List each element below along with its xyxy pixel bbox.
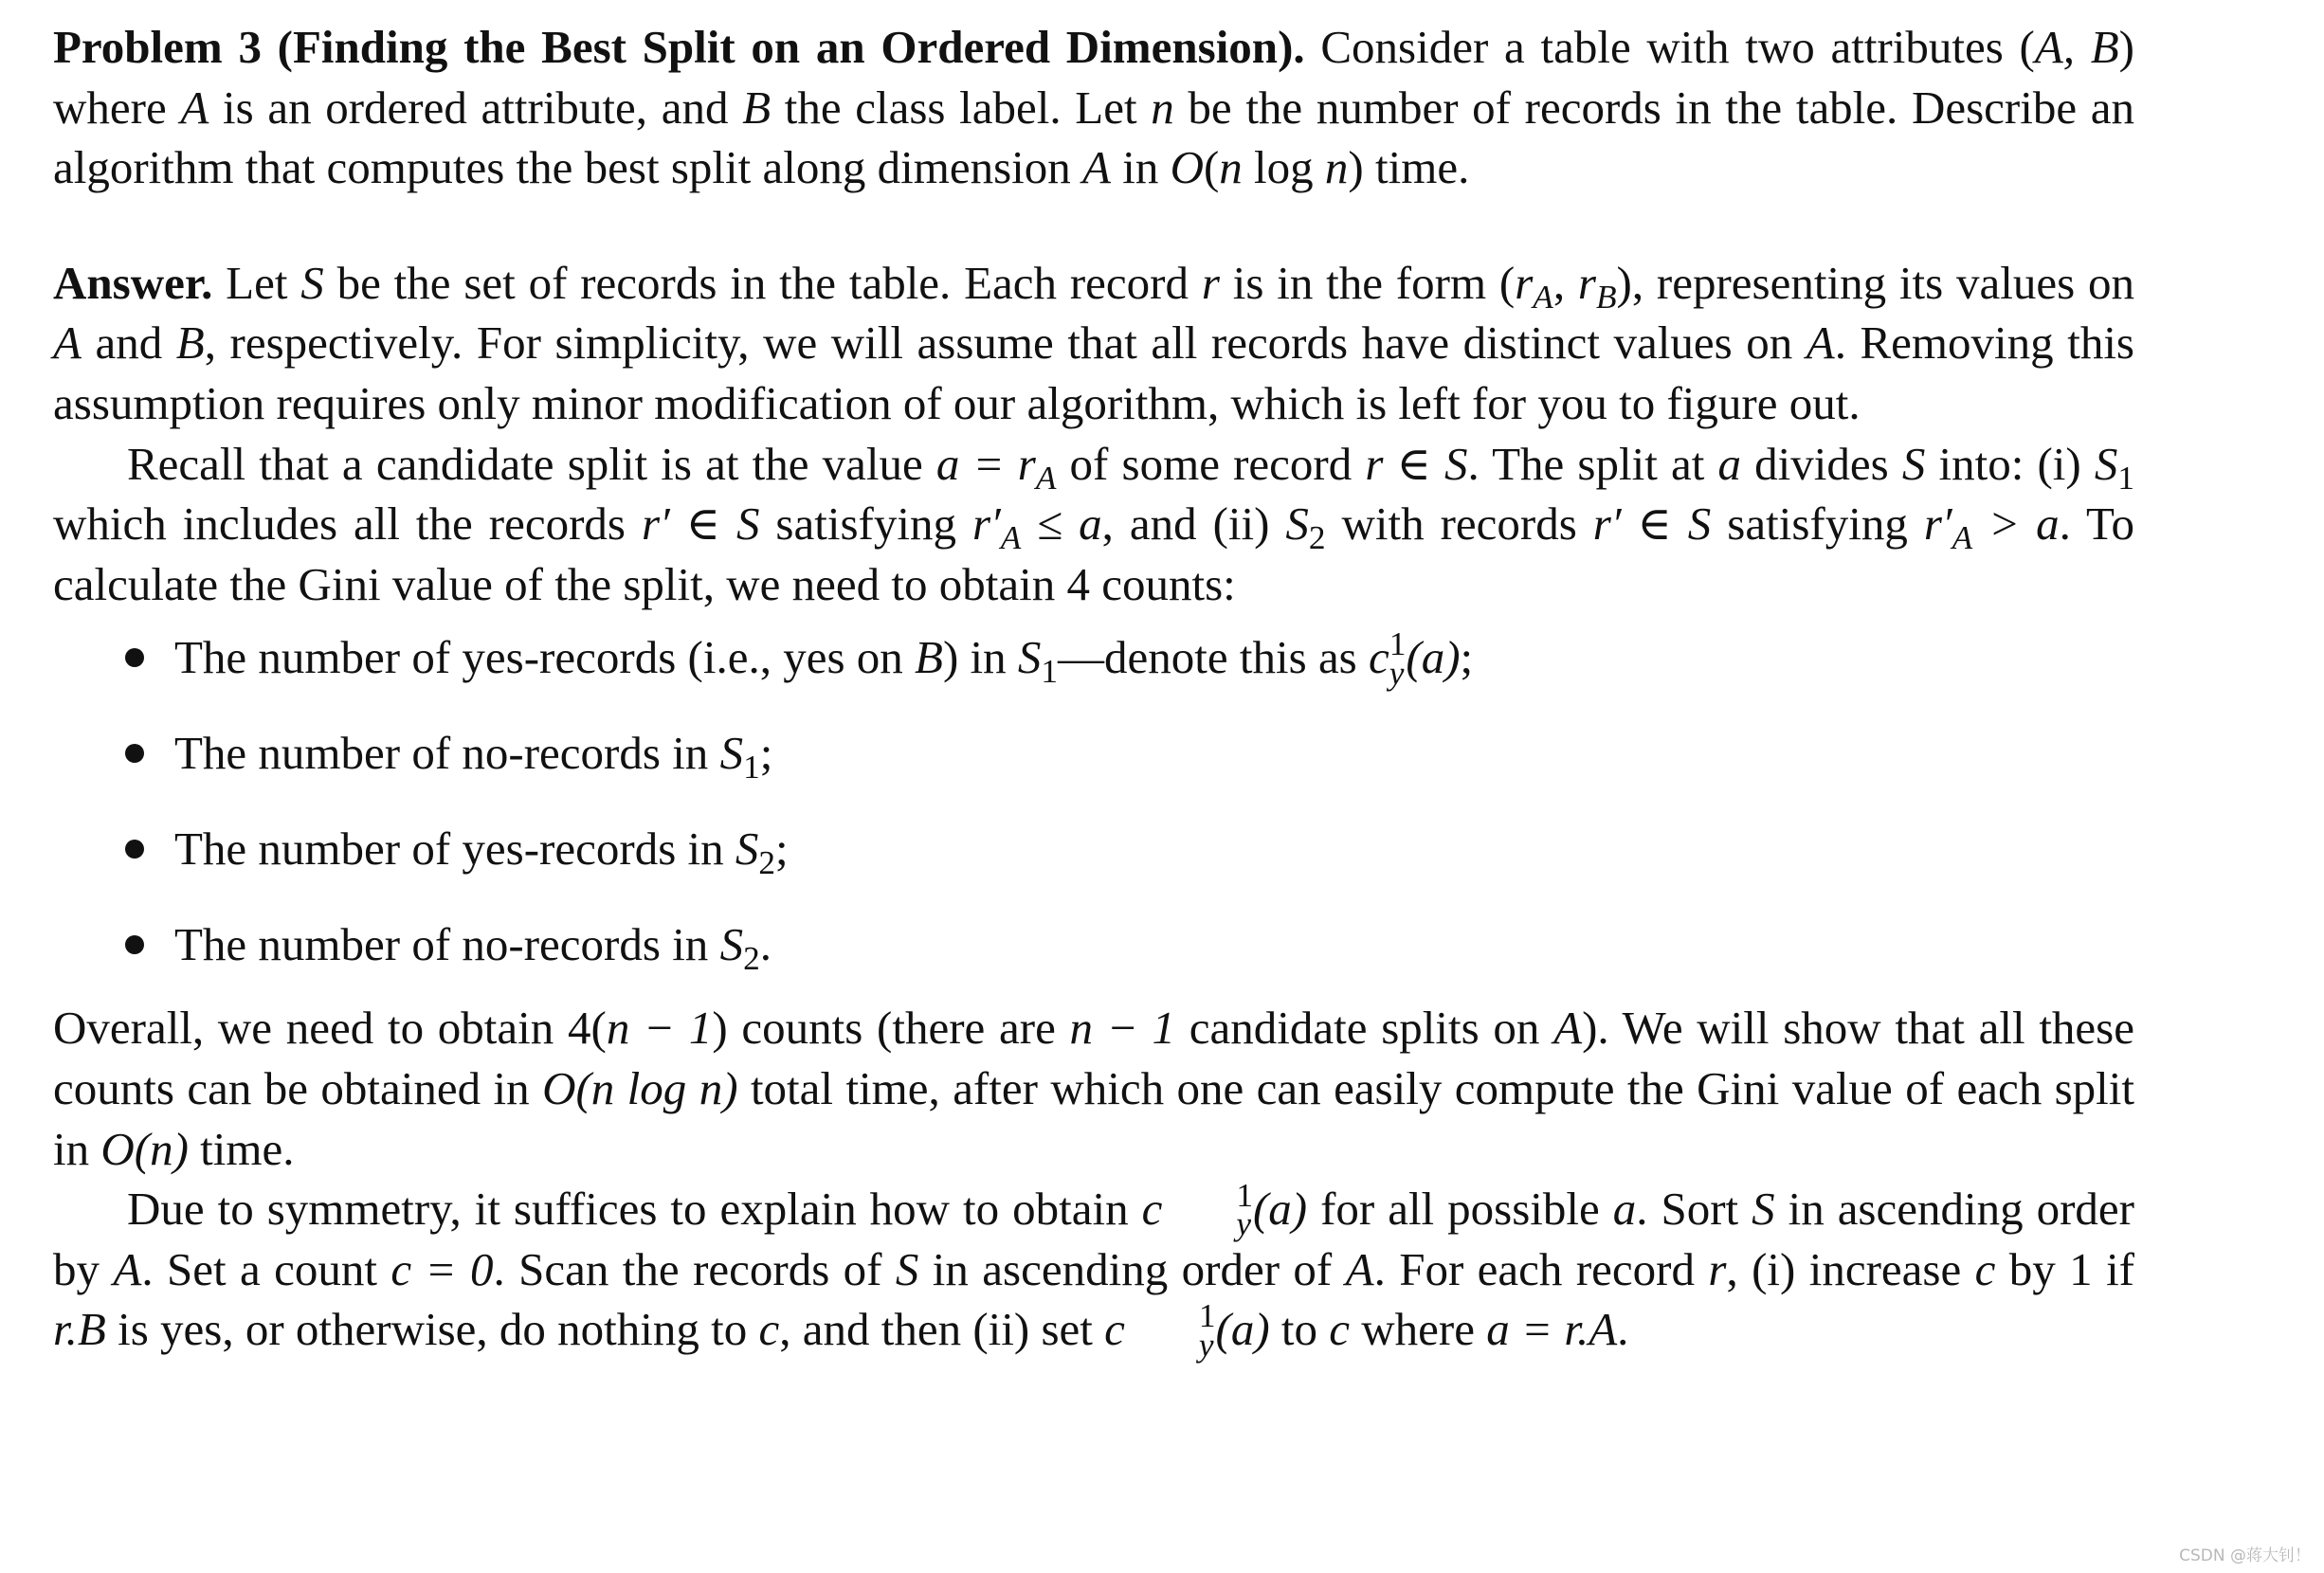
- bullet-dot: [125, 744, 144, 763]
- bullet-dot: [125, 935, 144, 954]
- problem-heading: Problem 3 (Finding the Best Split on an Ordered Dimension).: [53, 21, 1305, 73]
- list-item: The number of yes-records in $S_2$;: [53, 819, 2134, 914]
- paper-page: [53, 17, 2135, 1364]
- answer-paragraph-2: Recall that a candidate split is at the value $a = r_A$ of some record r ∈ S. The split at a divides S into: (i) $S_1$ which includes all the records r′ ∈ S satisfying $r'_A \le a$, and (ii) $S_2$ with records r′ ∈ S satisfying $r'_A > a$. To calculate the Gini value of the split, we need to obtain 4 counts:: [53, 437, 2135, 610]
- count-list: [53, 627, 2134, 986]
- answer-paragraph-4: Due to symmetry, it suffices to explain how to obtain c 1 y (a) for all possible a. Sort S in ascending order by A. Set a count c = 0. Scan the records of S in ascending order of A. For each record r, (i) increase c by 1 if r.B is yes, or otherwise, do nothing to c, and then (ii) set c 1 y (a) to c where a = r.A.: [53, 1177, 2134, 1364]
- answer-paragraph-3: Overall, we need to obtain 4(n − 1) counts (there are n − 1 candidate splits on A). We will show that all these counts can be obtained in O(n log n) total time, after which one can easily compute the Gini value of each split in O(n) time.: [53, 1002, 2135, 1175]
- problem-statement: Problem 3 (Finding the Best Split on an Ordered Dimension). Consider a table with two attributes (A, B) where A is an ordered attribute, and B the class label. Let n be the number of records in the table. Describe an algorithm that computes the best split along dimension A in O(n log n) time.: [53, 21, 2135, 194]
- bullet-dot: [125, 840, 144, 859]
- answer-heading: Answer.: [53, 256, 213, 309]
- csdn-watermark: CSDN @蒋大钊！: [2179, 1546, 2311, 1565]
- list-item: The number of no-records in $S_1$;: [53, 723, 2134, 819]
- bullet-dot: [125, 648, 144, 667]
- list-item: The number of yes-records (i.e., yes on B) in $S_1—denote$ this as c 1 y (a);: [53, 627, 2134, 723]
- list-item: The number of no-records in $S_2$.: [53, 914, 2134, 986]
- answer-paragraph-1: Answer. Let S be the set of records in the table. Each record r is in the form ($r_A$, $r_B$), representing its values on A and B, respectively. For simplicity, we will assume that all records have distinct values on A. Removing this assumption requires only minor modification of our algorithm, which is left for you to figure out.: [53, 256, 2135, 429]
